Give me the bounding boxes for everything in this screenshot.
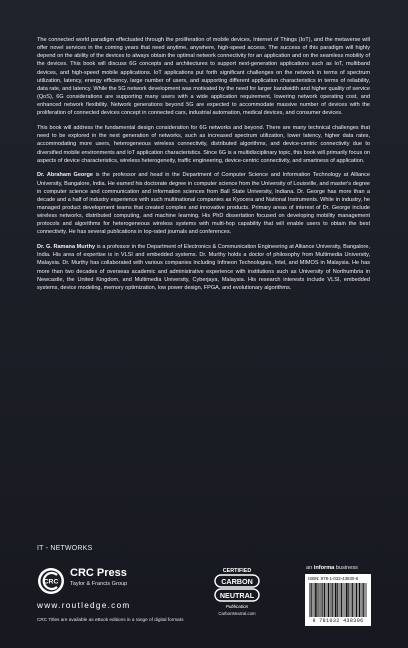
carbon-publication-text: Publication bbox=[225, 604, 249, 609]
publisher-group: Taylor & Francis Group bbox=[70, 581, 128, 587]
author-name-1: Dr. Abraham George bbox=[37, 172, 93, 179]
author-bio-text-2: is a professor in the Department of Electronics & Communication Engineering at Alliance University, Bangalore, India. His area of expertise is in VLSI and embedded systems. Dr. Murthy holds a doctor of philosophy from Multimedia University, Malaysia. Dr. Murthy has collaborated with various companies including Infineon Technologies, Intel, and MIMOS in Malaysia. He has more than two decades of overseas academic and administrative experience with institutions such as University of Northumbria in Newcastle, the United Kingdom, and Multimedia University, Cyberjaya, Malaysia. His research interests include VLSI, embedded systems, device modeling, memory optimization, low power design, FPGA, and evolutionary algorithms. bbox=[37, 244, 370, 291]
description-paragraph-1: The connected world paradigm effectuated through the proliferation of mobile devices, Internet of Things (IoT), and the metaverse will offer novel services in the coming years that need anytime, anywhere, high-speed access. The success of this paradigm will highly depend on the ability of the devices to always obtain the optimal network connectivity for an application and on the seamless mobility of the devices. This book will discuss 6G concepts and architectures to support next-generation applications such as IoT, multiband devices, and high-speed mobile applications. IoT applications put forth significant challenges on the network in terms of spectrum utilization, latency, energy efficiency, large number of users, and supporting different application characteristics in terms of reliability, data rate, and latency. While the 5G network development was motivated by the need for larger bandwidth and higher quality of service (QoS), 6G considerations are supporting many users with a wide application requirement, lowering network operating cost, and enhanced network flexibility. Network generations beyond 5G are expected to accommodate massive number of devices with the proliferation of connected devices concept in connected cars, industrial automation, medical devices, and consumer devices. bbox=[37, 37, 370, 117]
carbon-word-text: CARBON bbox=[221, 577, 253, 587]
carbon-neutral-badge-icon bbox=[207, 562, 267, 626]
barcode-icon bbox=[309, 583, 367, 617]
description-paragraph-2: This book will address the fundamental design consideration for 6G networks and beyond. There are many technical challenges that need to be explored in the next generation of networks, such as increased spectrum utilization, lower latency, higher data rates, accommodating more users, heterogeneous wireless connectivity, distributed algorithms, and device-centric connectivity due to diversified mobile environments and IoT application characteristics. Since 6G is a multidisciplinary topic, this book will primarily focus on aspects of device characteristics, wireless heterogeneity, traffic engineering, device-centric connectivity, and smartness of application. bbox=[37, 125, 370, 164]
author-name-2: Dr. G. Ramana Murthy bbox=[37, 244, 96, 251]
isbn-text: ISBN: 978-1-032-43830-6 bbox=[308, 576, 359, 581]
author-bio-2 bbox=[37, 243, 370, 292]
crc-logo-icon bbox=[37, 567, 65, 595]
barcode-number: 9 781032 438306 bbox=[312, 618, 364, 624]
barcode-panel bbox=[305, 574, 371, 626]
informa-prefix: an bbox=[306, 565, 314, 571]
crc-logo-text: CRC bbox=[43, 578, 59, 586]
carbon-certified-text: CERTIFIED bbox=[222, 568, 252, 574]
series-label: IT - NETWORKS bbox=[37, 545, 93, 552]
cover-text bbox=[37, 36, 370, 299]
publisher-name: CRC Press bbox=[70, 567, 127, 579]
informa-suffix: business bbox=[334, 565, 358, 571]
informa-brand: informa bbox=[313, 565, 335, 571]
informa-tagline bbox=[306, 565, 358, 571]
carbon-neutral-site: CarbonNeutral.com bbox=[218, 611, 256, 616]
neutral-word-text: NEUTRAL bbox=[219, 591, 255, 601]
ebook-note: CRC Titles are available as eBook editions in a range of digital formats bbox=[37, 617, 184, 622]
author-bio-text-1: is the professor and head in the Department of Computer Science and Information Technology at Alliance University, Bangalore, India. He earned his doctorate degree in computer science from the University of Louisville, and master's degree in computer science and communication and information sciences from Ball State University, Indiana. Dr. George has more than a decade and a half of industry experience with such multinational companies as Kyocera and National Instruments. While in industry, he managed product development teams that created complex and innovative products. Primary areas of interest of Dr. George include wireless networks, distributed computing, and machine learning. His PhD dissertation focused on developing mobility management protocols and algorithms for heterogeneous wireless systems with multi-hop capability that will enable users to obtain the best connectivity. He has several publications in top-rated journals and conferences. bbox=[37, 172, 370, 236]
publisher-url: www.routledge.com bbox=[37, 601, 131, 610]
author-bio-1 bbox=[37, 171, 370, 236]
